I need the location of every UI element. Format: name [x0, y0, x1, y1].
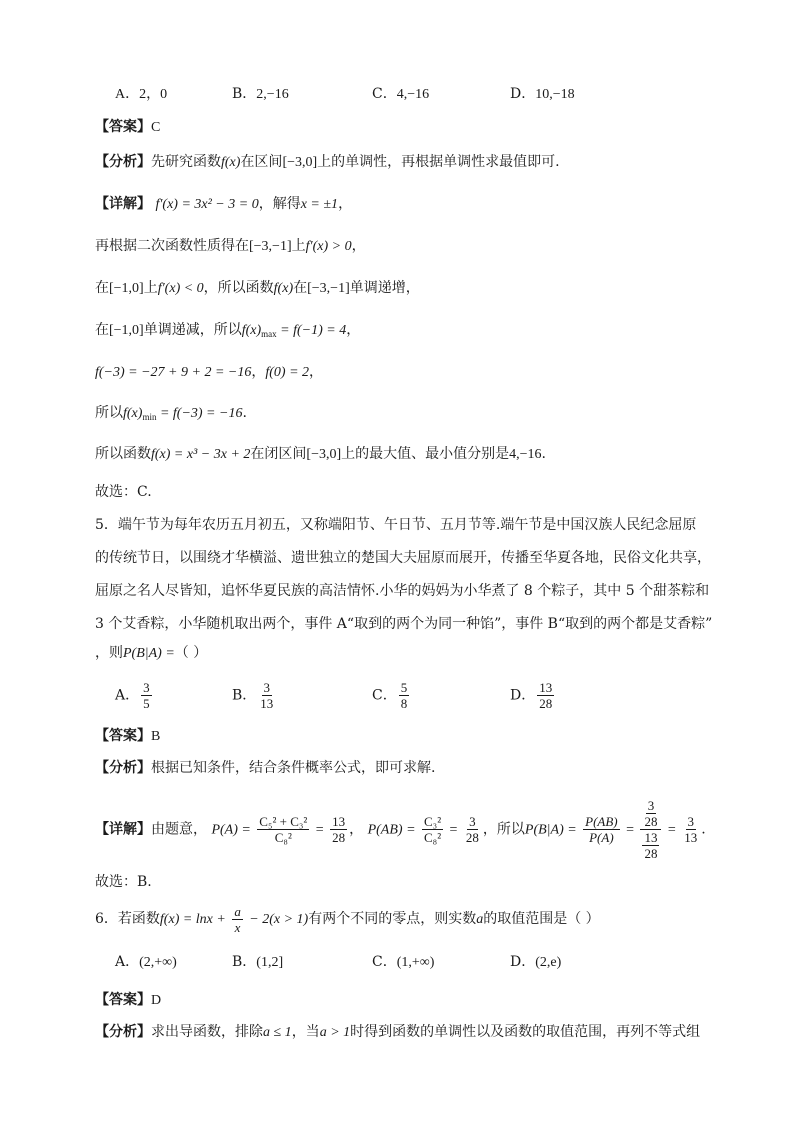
- q5-choose: 故选：B.: [95, 874, 152, 890]
- q5-stem-line-1: 5．端午节为每年农历五月初五，又称端阳节、午日节、五月节等.端午节是中国汉族人民纪念屈原: [95, 517, 697, 533]
- q4-line-4: f(−3) = −27 + 9 + 2 = −16，f(0) = 2，: [95, 364, 324, 380]
- q4-line-1: 再根据二次函数性质得在[−3,−1]上f′(x) > 0，: [95, 238, 366, 254]
- q4-line-5: 所以$f(x)_{min} = f(-3) = -16$.: [95, 405, 247, 422]
- q4-option-c: C．4,−16: [372, 86, 430, 102]
- q5-option-b: B． $\frac{3}{13}$: [232, 680, 274, 711]
- q5-option-a: A． $\frac{3}{5}$: [115, 680, 150, 711]
- q5-stem-line-5: ，则P(B|A) =（ ）: [95, 645, 208, 661]
- q4-line-2: 在[−1,0]上f′(x) < 0，所以函数f(x)在[−3,−1]单调递增，: [95, 280, 420, 296]
- q5-detail: 【详解】由题意， P(A) = $\frac{\text{C₅² + C₃²}}{\text{C₈²}}$ = $\frac{13}{28}$ ， P(AB) = $\frac{\text{C₃²}}{\text{C₈²}}$ = $\frac{3}{28}$ ，所以P(B|A) = $\frac{P(AB)}{P(A)}$ = $\frac{\frac{3}{28}}{\frac{13}{28}}$ = $\frac{3}{13}$ .: [95, 798, 706, 861]
- q5-option-d: D． $\frac{13}{28}$: [510, 680, 553, 711]
- q5-compound-fraction: $\frac{\frac{3}{28}}{\frac{13}{28}}$: [640, 798, 661, 861]
- q4-detail: 【详解】 f′(x) = 3x² − 3 = 0，解得x = ±1，: [95, 196, 353, 212]
- q4-choose: 故选：C.: [95, 484, 152, 500]
- q5-answer: 【答案】B: [95, 728, 161, 744]
- q6-answer: 【答案】D: [95, 992, 162, 1008]
- q4-line-6: 所以函数f(x) = x³ − 3x + 2在闭区间[−3,0]上的最大值、最小值分别是4,−16.: [95, 446, 546, 462]
- q5-analysis: 【分析】根据已知条件，结合条件概率公式，即可求解.: [95, 760, 436, 776]
- q4-option-a: A．2，0: [115, 87, 168, 102]
- q6-option-d: D．(2,e): [510, 954, 562, 970]
- q6-analysis: 【分析】求出导函数，排除a ≤ 1，当a > 1时得到函数的单调性以及函数的取值范围，再列不等式组: [95, 1024, 701, 1040]
- q5-stem-line-2: 的传统节日，以围绕才华横溢、遗世独立的楚国大夫屈原而展开，传播至华夏各地，民俗文化共享，: [95, 550, 711, 566]
- q6-option-b: B．(1,2]: [232, 954, 284, 970]
- q4-option-d: D．10,−18: [510, 86, 575, 102]
- q4-option-b: B．2,−16: [232, 86, 289, 102]
- q6-option-a: A．(2,+∞): [115, 954, 177, 970]
- q5-option-c: C． $\frac{5}{8}$: [372, 680, 408, 711]
- q4-answer: 【答案】C: [95, 119, 161, 135]
- q6-stem: 6．若函数f(x) = lnx + $\frac{a}{x}$ − 2(x > 1)有两个不同的零点，则实数a的取值范围是（ ）: [95, 903, 600, 935]
- q4-analysis: 【分析】先研究函数f(x)在区间[−3,0]上的单调性，再根据单调性求最值即可.: [95, 154, 560, 170]
- q5-stem-line-3: 屈原之名人尽皆知，追怀华夏民族的高洁情怀.小华的妈妈为小华煮了 8 个粽子，其中 5 个甜茶粽和: [95, 583, 710, 599]
- q6-option-c: C．(1,+∞): [372, 954, 435, 970]
- q4-line-3: 在[−1,0]单调递减，所以$f(x)_{max} = f(-1) = 4$，: [95, 322, 361, 339]
- q5-stem-line-4: 3 个艾香粽，小华随机取出两个，事件 A“取到的两个为同一种馅”，事件 B“取到的两个都是艾香粽”: [95, 616, 713, 632]
